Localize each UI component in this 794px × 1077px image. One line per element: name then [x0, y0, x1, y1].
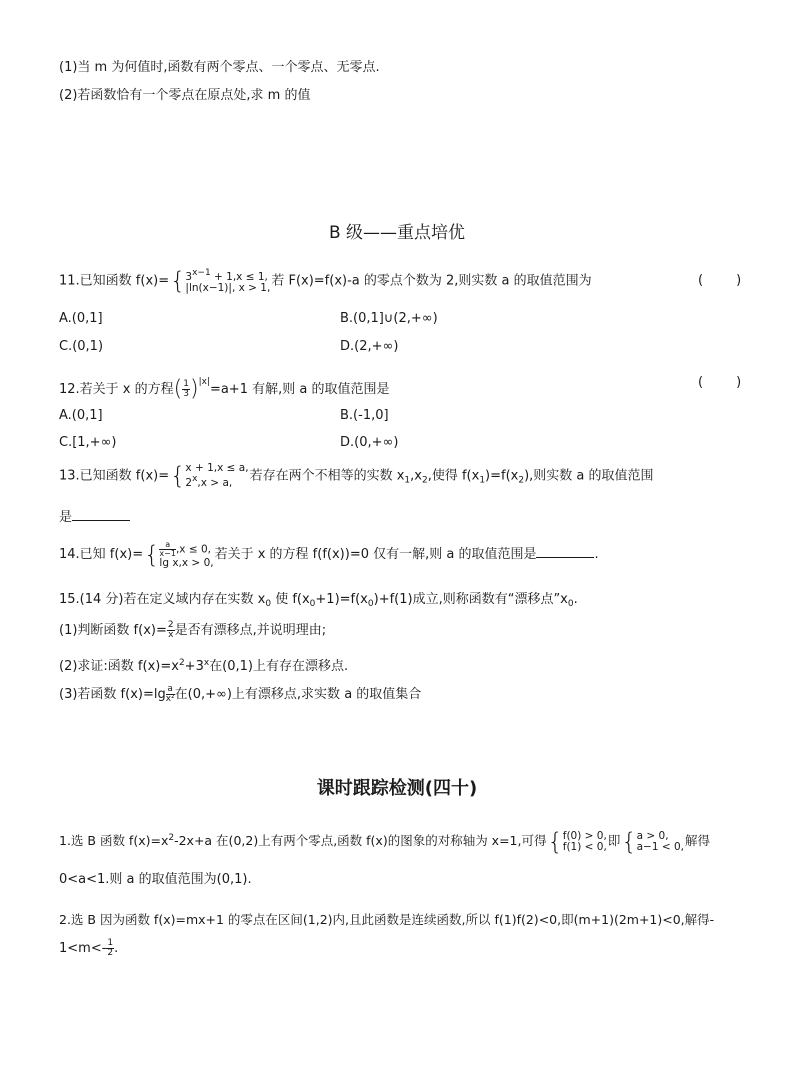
q15-s1-den: x — [168, 630, 174, 640]
q11-row1-exp: x−1 — [192, 268, 211, 278]
q14-row2: lg x,x > 0, — [159, 556, 214, 569]
q13-line2-text: 是 — [59, 510, 73, 525]
question-13: 13.已知函数 f(x)={ x + 1,x ≤ a, 2x,x > a, 若存在两个不相等的实数 $x_1,x_2$,使得 $f(x_1)=f(x_2)$,则实数 a 的取值范围 — [59, 462, 654, 490]
q12-option-b: B.(-1,0] — [340, 408, 389, 423]
a2-line2-pre: 1<m<- — [59, 941, 107, 956]
q15-intro-text: 15.(14 分)若在定义域内存在实数 x — [59, 592, 266, 607]
q14-row1-num: a — [159, 541, 176, 550]
q12-exponent: |x| — [198, 377, 210, 387]
q15-s3-num: a — [167, 684, 173, 694]
answer-2: 2.选 B 因为函数 f(x)=mx+1 的零点在区间(1,2)内,且此函数是连续函数,所以 f(1)f(2)<0,即(m+1)(2m+1)<0,解得- — [59, 912, 715, 927]
answer-1: 1.选 B 函数 $f(x)=x^2-2x+a$ 在(0,2)上有两个零点,函数 f(x)的图象的对称轴为 x=1,可得{ f(0) > 0, f(1) < 0, 即{ a > 0, a−1 < 0, 解得 — [59, 827, 711, 856]
q15-intro-mid2: +1)=f(x — [315, 592, 368, 607]
q11-prefix: 11.已知函数 f(x)= — [59, 273, 170, 289]
q11-option-d: D.(2,+∞) — [340, 339, 399, 354]
q13-cond-tail: ),则实数 a 的取值范围 — [524, 468, 654, 484]
question-12: 12.若关于 x 的方程( $\frac{1}{3}$ )$^{|x|}$=a+1 有解,则 a 的取值范围是 — [59, 376, 390, 402]
question-15-intro: 15.(14 分)若在定义域内存在实数 $x_0$ 使 $f(x_0+1)=f(x_0)+f(1)$成立,则称函数有“漂移点$”x_0$. — [59, 592, 578, 609]
q15-sub-1 — [59, 620, 326, 642]
q12-frac-num: 1 — [183, 379, 189, 389]
answer-1-line2: 0<a<1.则 a 的取值范围为(0,1). — [59, 872, 252, 887]
prev-subquestion-2: (2)若函数恰有一个零点在原点处,求 m 的值 — [59, 88, 311, 103]
q11-row1-rest: + 1,x ≤ 1, — [210, 271, 268, 283]
q15-s3-post: 在(0,+∞)上有漂移点,求实数 a 的取值集合 — [174, 687, 422, 702]
q14-piecewise: { $\frac{a}{x-1}$ ,x ≤ 0, lg x,x > 0, — [144, 539, 214, 569]
q14-suffix: 若关于 x 的方程 f(f(x))=0 仅有一解,则 a 的取值范围是 — [214, 547, 537, 562]
a1-sys2-row1: a > 0, — [636, 829, 669, 842]
q12-option-c: C.[1,+∞) — [59, 435, 117, 450]
answers-title: 课时跟踪检测(四十) — [316, 778, 478, 799]
a2-frac-num: 1 — [107, 938, 114, 948]
q11-piecewise: { 3x−1 + 1,x ≤ 1, |ln(x−1)|, x > 1, — [170, 267, 271, 295]
q13-line2 — [59, 508, 130, 526]
q11-answer-paren: ( ) — [698, 273, 742, 288]
q15-s3-pre: (3)若函数 f(x)=lg — [59, 687, 166, 702]
q13-row2-exp: x — [192, 474, 198, 484]
q11-option-b: B.(0,1]∪(2,+∞) — [340, 311, 438, 326]
q12-option-a: A.(0,1] — [59, 408, 103, 423]
q13-row2-rest: ,x > a, — [197, 477, 233, 489]
q14-prefix: 14.已知 f(x)= — [59, 547, 144, 562]
a1-system-2: { a > 0, a−1 < 0, — [621, 827, 685, 856]
section-b-title: B 级——重点培优 — [328, 223, 466, 243]
q13-prefix: 13.已知函数 f(x)= — [59, 468, 170, 484]
q13-suffix: 若存在两个不相等的实数 x — [249, 468, 405, 484]
q13-row1: x + 1,x ≤ a, — [185, 462, 249, 474]
q11-row2: |ln(x−1)|, x > 1, — [185, 282, 271, 294]
answer-2-line2 — [59, 938, 118, 960]
q11-suffix: 若 F(x)=f(x)-a 的零点个数为 2,则实数 a 的取值范围为 — [271, 273, 592, 289]
q11-option-a: A.(0,1] — [59, 311, 103, 326]
q15-intro-tail: )+f(1)成立,则称函数有“漂移点”x — [373, 592, 568, 607]
q15-intro-mid: 使 f(x — [271, 592, 310, 607]
q13-piecewise: { x + 1,x ≤ a, 2x,x > a, — [170, 462, 249, 490]
a1-system-1: { f(0) > 0, f(1) < 0, — [547, 827, 607, 856]
q15-s2-mid: +3 — [184, 659, 204, 674]
q15-s3-den: x² — [165, 694, 175, 704]
q15-s2-post: 在(0,1)上有存在漂移点. — [209, 659, 349, 674]
q13-answer-blank[interactable] — [72, 508, 130, 521]
q11-row1-base: 3 — [185, 271, 193, 283]
q15-sub-3 — [59, 684, 421, 706]
a1-sys1-row2: f(1) < 0, — [562, 840, 607, 853]
q12-fraction — [182, 380, 190, 399]
q13-suffix-tail: ,使得 f(x — [427, 468, 480, 484]
q11-option-c: C.(0,1) — [59, 339, 104, 354]
q12-suffix: =a+1 有解,则 a 的取值范围是 — [209, 382, 390, 397]
q15-sub-2: (2)求证:函数 $f(x)=x^2+3^x$在(0,1)上有存在漂移点. — [59, 658, 349, 674]
q15-s2-pre: (2)求证:函数 f(x)=x — [59, 659, 179, 674]
q12-answer-paren: ( ) — [698, 375, 742, 390]
a1-pre: 1.选 B 函数 f(x)=x — [59, 833, 169, 848]
q12-prefix: 12.若关于 x 的方程 — [59, 382, 174, 397]
a1-sys2-row2: a−1 < 0, — [636, 840, 685, 853]
q15-s1-pre: (1)判断函数 f(x)= — [59, 623, 167, 638]
q14-answer-blank[interactable] — [536, 545, 594, 558]
q15-s1-post: 是否有漂移点,并说明理由; — [174, 623, 327, 638]
q14-row1-rest: ,x ≤ 0, — [175, 543, 211, 555]
a2-line2-post: . — [114, 941, 119, 956]
a1-sys1-row1: f(0) > 0, — [562, 829, 607, 842]
q14-row1-den: x−1 — [159, 548, 176, 558]
q12-frac-den: 3 — [183, 389, 189, 399]
a1-mid: 即 — [607, 833, 621, 848]
a1-post: 解得 — [685, 833, 711, 848]
question-11 — [59, 268, 592, 295]
a1-pre2: -2x+a 在(0,2)上有两个零点,函数 f(x)的图象的对称轴为 x=1,可得 — [174, 833, 547, 848]
question-14: 14.已知 f(x)={ $\frac{a}{x-1}$ ,x ≤ 0, lg x,x > 0, 若关于 x 的方程 f(f(x))=0 仅有一解,则 a 的取值范围是 . — [59, 539, 599, 569]
q13-row2-base: 2 — [185, 477, 193, 489]
a2-frac-den: 2 — [107, 948, 114, 958]
prev-subquestion-1: (1)当 m 为何值时,函数有两个零点、一个零点、无零点. — [59, 60, 380, 75]
q15-s1-num: 2 — [167, 620, 174, 630]
q12-option-d: D.(0,+∞) — [340, 435, 399, 450]
